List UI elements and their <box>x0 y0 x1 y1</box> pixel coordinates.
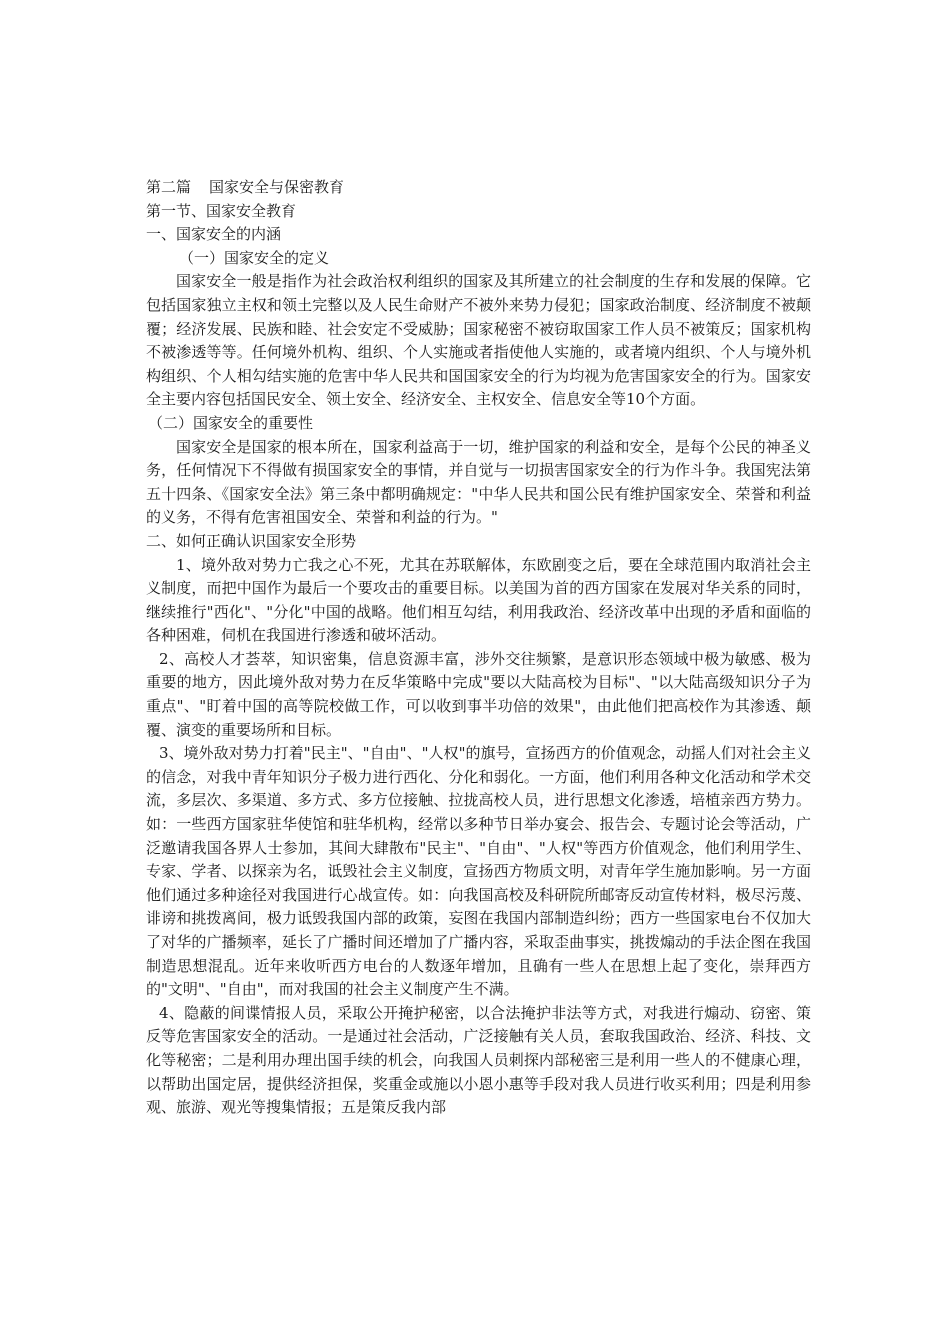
item2-paragraph: 2、高校人才荟萃，知识密集，信息资源丰富，涉外交往频繁，是意识形态领域中极为敏感、极为重要的地方，因此境外敌对势力在反华策略中完成"要以大陆高校为目标"、"以大陆高级知识分子为重点"、"盯着中国的高等院校做工作，可以收到事半功倍的效果"，由此他们把高校作为其渗透、颠覆、演变的重要场所和目标。 <box>146 649 811 739</box>
sub1-heading: （一）国家安全的定义 <box>179 248 330 267</box>
document-page <box>146 176 811 1120</box>
item1-paragraph: 1、境外敌对势力亡我之心不死，尤其在苏联解体，东欧剧变之后，要在全球范围内取消社会主义制度，而把中国作为最后一个要攻击的重要目标。以美国为首的西方国家在发展对华关系的同时，继续推行"西化"、"分化"中国的战略。他们相互勾结，利用我政治、经济改革中出现的矛盾和面临的各种困难，伺机在我国进行渗透和破坏活动。 <box>146 555 811 645</box>
sub1-paragraph: 国家安全一般是指作为社会政治权利组织的国家及其所建立的社会制度的生存和发展的保障。它包括国家独立主权和领土完整以及人民生命财产不被外来势力侵犯；国家政治制度、经济制度不被颠覆；经济发展、民族和睦、社会安定不受威胁；国家秘密不被窃取国家工作人员不被策反；国家机构不被渗透等等。任何境外机构、组织、个人实施或者指使他人实施的，或者境内组织、个人与境外机构组织、个人相勾结实施的危害中华人民共和国国家安全的行为均视为危害国家安全的行为。国家安全主要内容包括国民安全、领土安全、经济安全、主权安全、信息安全等10个方面。 <box>146 272 811 409</box>
chapter-subtitle: 国家安全与保密教育 <box>209 178 345 196</box>
sub2-paragraph: 国家安全是国家的根本所在，国家利益高于一切，维护国家的利益和安全，是每个公民的神圣义务，任何情况下不得做有损国家安全的事情，并自觉与一切损害国家安全的行为作斗争。我国宪法第五十四条、《国家安全法》第三条中都明确规定："中华人民共和国公民有维护国家安全、荣誉和利益的义务，不得有危害祖国安全、荣誉和利益的行为。" <box>146 437 811 527</box>
item3-paragraph: 3、境外敌对势力打着"民主"、"自由"、"人权"的旗号，宣扬西方的价值观念，动摇人们对社会主义的信念，对我中青年知识分子极力进行西化、分化和弱化。一方面，他们利用各种文化活动和学术交流，多层次、多渠道、多方式、多方位接触、拉拢高校人员，进行思想文化渗透，培植亲西方势力。如：一些西方国家驻华使馆和驻华机构，经常以多种节日举办宴会、报告会、专题讨论会等活动，广泛邀请我国各界人士参加，其间大肆散布"民主"、"自由"、"人权"等西方价值观念，他们利用学生、专家、学者、以探亲为名，诋毁社会主义制度，宣扬西方物质文明，对青年学生施加影响。另一方面他们通过多种途径对我国进行心战宣传。如：向我国高校及科研院所邮寄反动宣传材料，极尽污蔑、诽谤和挑拨离间，极力诋毁我国内部的政策，妄图在我国内部制造纠纷；西方一些国家电台不仅加大了对华的广播频率，延长了广播时间还增加了广播内容，采取歪曲事实，挑拨煽动的手法企图在我国制造思想混乱。近年来收听西方电台的人数逐年增加，且确有一些人在思想上起了变化，崇拜西方的"文明"、"自由"，而对我国的社会主义制度产生不满。 <box>146 744 811 999</box>
item4-paragraph: 4、隐蔽的间谍情报人员，采取公开掩护秘密，以合法掩护非法等方式，对我进行煽动、窃密、策反等危害国家安全的活动。一是通过社会活动，广泛接触有关人员，套取我国政治、经济、科技、文化等秘密；二是利用办理出国手续的机会，向我国人员刺探内部秘密三是利用一些人的不健康心理，以帮助出国定居，提供经济担保，奖重金或施以小恩小惠等手段对我人员进行收买利用；四是利用参观、旅游、观光等搜集情报；五是策反我内部 <box>146 1003 811 1117</box>
section-title: 第一节、国家安全教育 <box>146 201 297 220</box>
part2-heading: 二、如何正确认识国家安全形势 <box>146 531 357 550</box>
sub2-heading: （二）国家安全的重要性 <box>148 413 314 432</box>
part1-heading: 一、国家安全的内涵 <box>146 225 282 244</box>
chapter-heading <box>146 176 811 200</box>
chapter-title: 第二篇 <box>146 178 192 196</box>
